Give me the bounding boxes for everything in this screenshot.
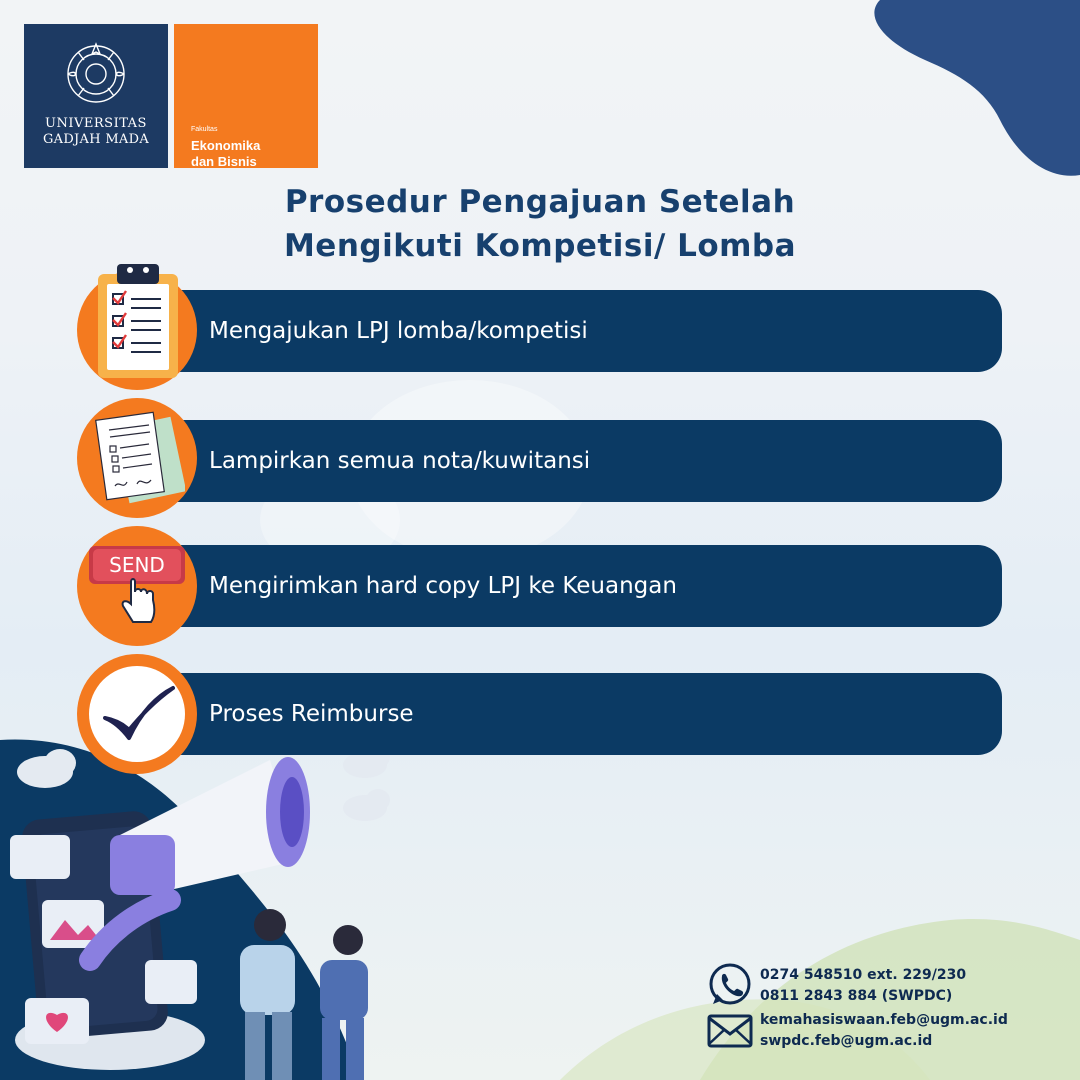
step-2 xyxy=(150,420,1002,502)
whatsapp-icon xyxy=(707,962,753,1008)
step-2-icon-circle xyxy=(77,398,197,518)
ugm-logo xyxy=(24,24,168,168)
ugm-name-line2: GADJAH MADA xyxy=(42,132,150,147)
step-3-label: Mengirimkan hard copy LPJ ke Keuangan xyxy=(209,573,677,599)
step-2-label: Lampirkan semua nota/kuwitansi xyxy=(209,448,591,474)
feb-logo xyxy=(174,24,318,168)
phone-2: 0811 2843 884 (SWPDC) xyxy=(760,988,953,1004)
email-2[interactable]: swpdc.feb@ugm.ac.id xyxy=(760,1033,933,1049)
step-4-icon-circle xyxy=(77,654,197,774)
step-4-label: Proses Reimburse xyxy=(209,701,414,727)
ugm-name-line1: UNIVERSITAS xyxy=(45,116,147,131)
step-3-icon-circle xyxy=(77,526,197,646)
feb-name xyxy=(191,138,260,170)
feb-name-line1: Ekonomika xyxy=(191,138,261,153)
step-3 xyxy=(150,545,1002,627)
megaphone-illustration xyxy=(0,740,400,1080)
clipboard-checklist-icon xyxy=(95,262,181,382)
step-1-icon-circle xyxy=(77,270,197,390)
title-line1: Prosedur Pengajuan Setelah xyxy=(284,184,796,220)
mail-icon xyxy=(707,1014,753,1048)
contact-emails xyxy=(760,1010,1008,1052)
email-1[interactable]: kemahasiswaan.feb@ugm.ac.id xyxy=(760,1012,1008,1028)
phone-1: 0274 548510 ext. 229/230 xyxy=(760,967,967,983)
title-line2: Mengikuti Kompetisi/ Lomba xyxy=(283,228,797,264)
send-button-icon xyxy=(87,542,187,632)
feb-faculty-label: Fakultas xyxy=(191,126,218,133)
step-1 xyxy=(150,290,1002,372)
checkmark-icon xyxy=(101,682,175,746)
page-title xyxy=(0,180,1080,268)
contact-phones xyxy=(760,965,966,1007)
documents-icon xyxy=(93,410,185,506)
step-4 xyxy=(150,673,1002,755)
send-icon-text: SEND xyxy=(109,553,165,577)
step-1-label: Mengajukan LPJ lomba/kompetisi xyxy=(209,318,588,344)
feb-name-line2: dan Bisnis xyxy=(191,154,257,169)
ugm-emblem-icon xyxy=(64,38,128,110)
